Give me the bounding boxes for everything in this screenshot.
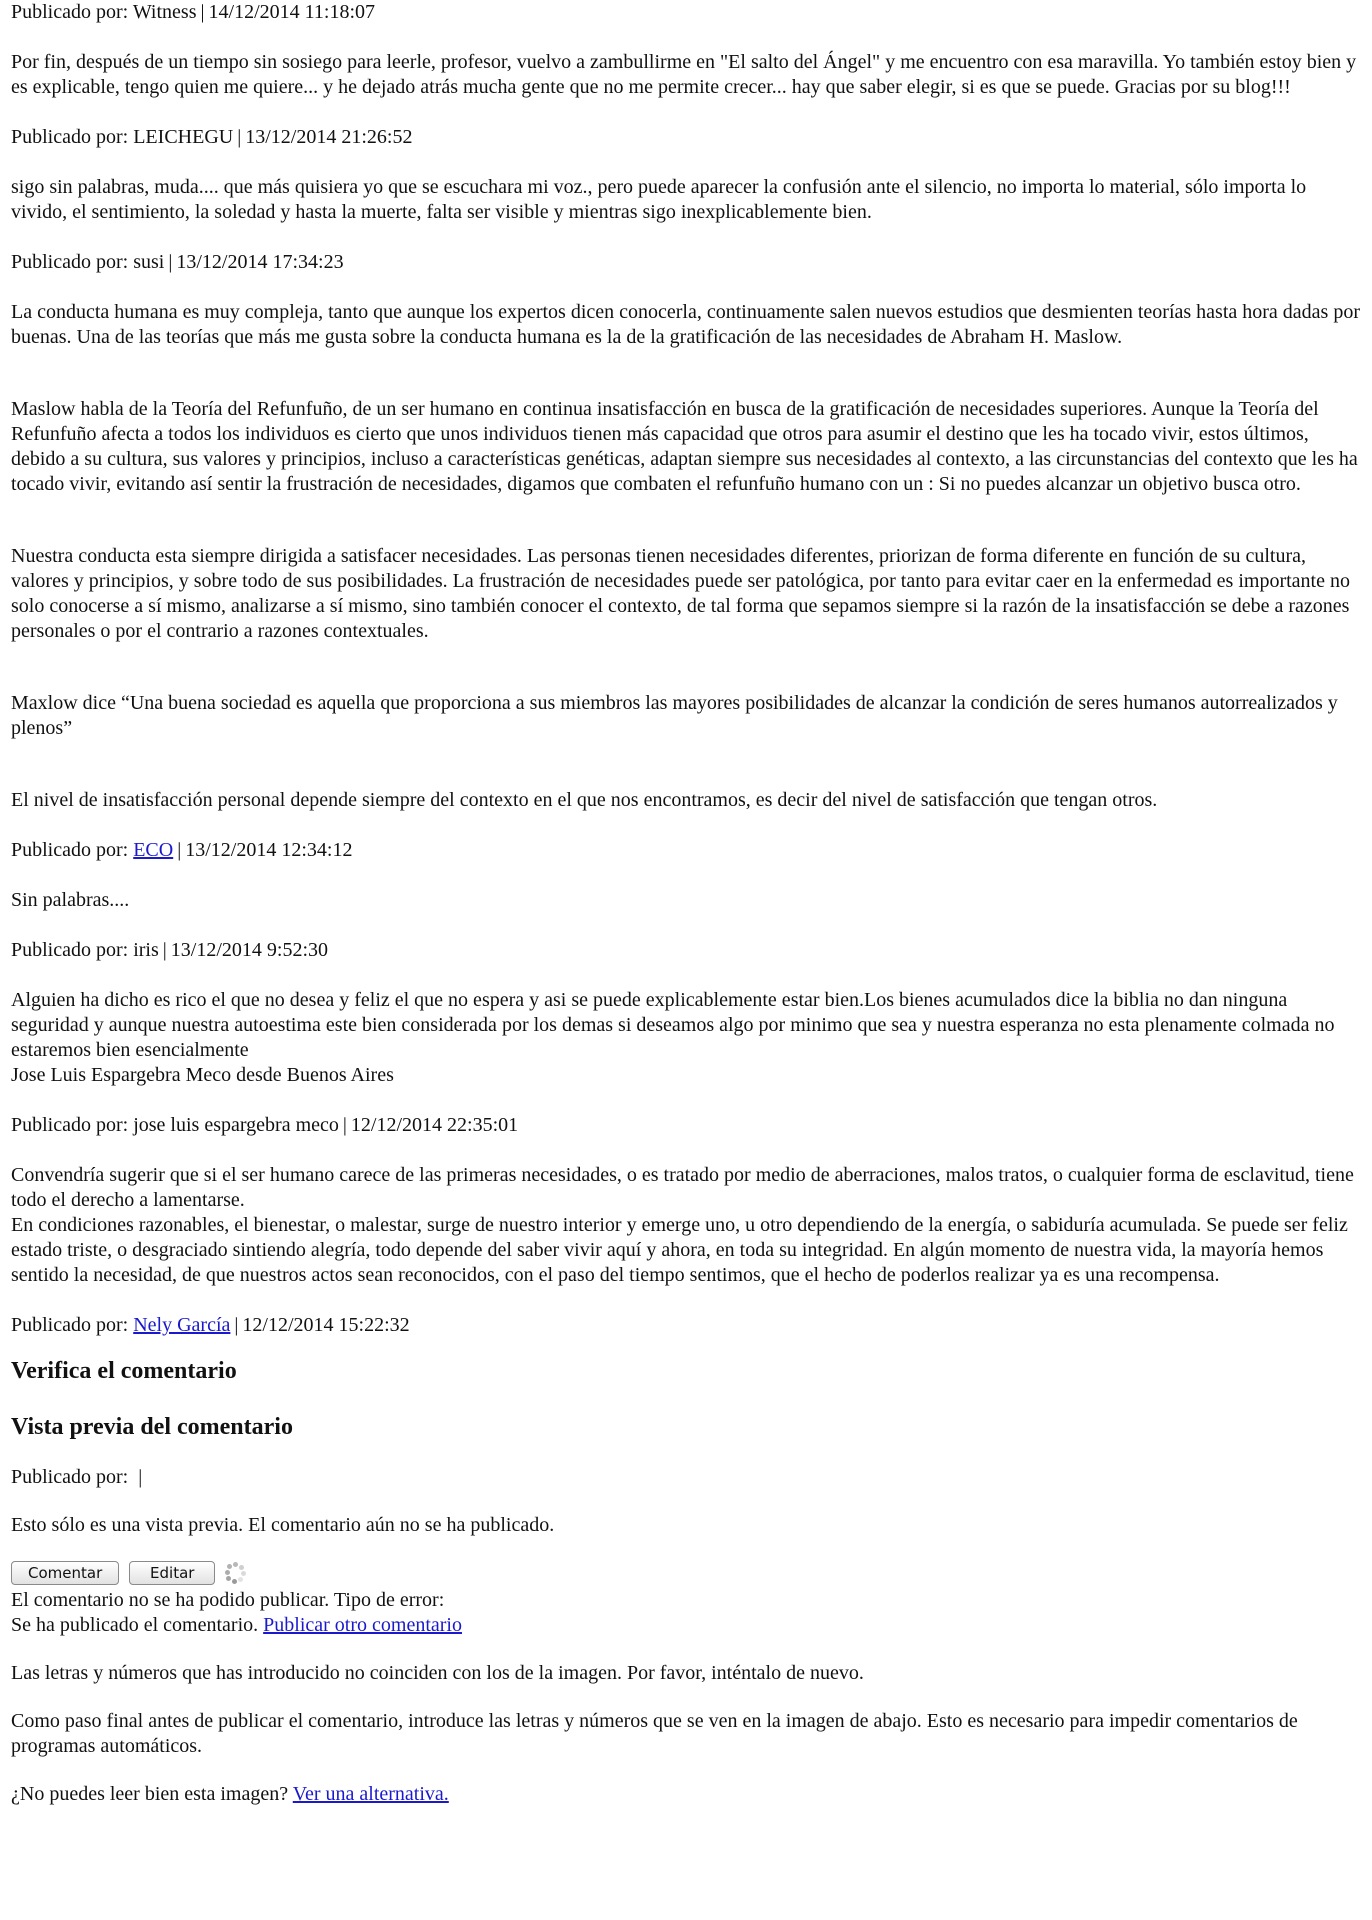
comment-meta: Publicado por: Nely García | 12/12/2014 15:22:32 bbox=[11, 1314, 410, 1336]
comment-meta: Publicado por: susi | 13/12/2014 17:34:23 bbox=[11, 251, 344, 273]
published-message bbox=[11, 1613, 1361, 1638]
comment-author-link[interactable]: Nely García bbox=[133, 1314, 231, 1336]
comment-author: iris bbox=[133, 939, 159, 961]
preview-heading: Vista previa del comentario bbox=[11, 1414, 293, 1440]
comment-paragraph: Jose Luis Espargebra Meco desde Buenos Aires bbox=[11, 1064, 394, 1086]
comment-meta: Publicado por: ECO | 13/12/2014 12:34:12 bbox=[11, 839, 353, 861]
meta-prefix: Publicado por: bbox=[11, 1, 129, 23]
comment-author-link[interactable]: ECO bbox=[133, 839, 174, 861]
comment-meta: Publicado por: Witness | 14/12/2014 11:18:07 bbox=[11, 1, 375, 23]
preview-meta bbox=[11, 1465, 1361, 1490]
comment-submit-button[interactable]: Comentar bbox=[11, 1561, 119, 1585]
comment bbox=[11, 1113, 1361, 1288]
error-message: El comentario no se ha podido publicar. Tipo de error: bbox=[11, 1589, 445, 1611]
comment-date: 13/12/2014 9:52:30 bbox=[170, 939, 329, 961]
comment-paragraph: Nuestra conducta esta siempre dirigida a satisfacer necesidades. Las personas tienen necesidades diferentes, priorizan de forma diferente en función de su cultura, valores y principios, y sobre todo de sus posibilidades. La frustración de necesidades puede ser patológica, por tanto para evitar caer en la enfermedad es importante no solo conocerse a sí mismo, analizarse a sí mismo, sino también conocer el contexto, de tal forma que sepamos siempre si la razón de la insatisfacción se debe a razones personales o por el contrario a razones contextuales. bbox=[11, 545, 1350, 642]
comment-date: 14/12/2014 11:18:07 bbox=[208, 1, 375, 23]
comment-paragraph: La conducta humana es muy compleja, tanto que aunque los expertos dicen conocerla, continuamente salen nuevos estudios que desmienten teorías hasta hora dadas por buenas. Una de las teorías que más me gusta sobre la conducta humana es la de la gratificación de las necesidades de Abraham H. Maslow. bbox=[11, 301, 1361, 348]
comment-paragraph: Convendría sugerir que si el ser humano carece de las primeras necesidades, o es tratado por medio de aberraciones, malos tratos, o cualquier forma de esclavitud, tiene todo el derecho a lamentarse. bbox=[11, 1164, 1354, 1211]
meta-prefix: Publicado por: bbox=[11, 839, 129, 861]
comment-paragraph: Maxlow dice “Una buena sociedad es aquella que proporciona a sus miembros las mayores posibilidades de alcanzar la condición de seres humanos autorrealizados y plenos” bbox=[11, 692, 1338, 739]
comment-author: Witness bbox=[132, 1, 197, 23]
comment-body: sigo sin palabras, muda.... que más quisiera yo que se escuchara mi voz., pero puede aparecer la confusión ante el silencio, no importa lo material, sólo importa lo vivido, el sentimiento, la soledad y hasta la muerte, falta ser visible y mientras sigo inexplicablemente bien. bbox=[11, 176, 1307, 223]
meta-prefix: Publicado por: bbox=[11, 126, 129, 148]
meta-pipe: | bbox=[138, 1466, 143, 1488]
comment-author: LEICHEGU bbox=[133, 126, 234, 148]
meta-prefix: Publicado por: bbox=[11, 1114, 129, 1136]
preview-notice: Esto sólo es una vista previa. El comentario aún no se ha publicado. bbox=[11, 1514, 555, 1536]
meta-prefix: Publicado por: bbox=[11, 251, 129, 273]
comment-author: susi bbox=[133, 251, 165, 273]
comment-meta: Publicado por: iris | 13/12/2014 9:52:30 bbox=[11, 939, 329, 961]
alternative-link[interactable]: Ver una alternativa. bbox=[292, 1783, 449, 1805]
verify-heading: Verifica el comentario bbox=[11, 1358, 237, 1384]
meta-prefix: Publicado por: bbox=[11, 1466, 129, 1488]
captcha-instructions: Como paso final antes de publicar el comentario, introduce las letras y números que se ven en la imagen de abajo. Esto es necesario para impedir comentarios de programas automáticos. bbox=[11, 1710, 1298, 1757]
captcha-mismatch-message: Las letras y números que has introducido no coinciden con los de la imagen. Por favor, inténtalo de nuevo. bbox=[11, 1662, 864, 1684]
loading-spinner-icon bbox=[225, 1562, 247, 1584]
edit-button[interactable]: Editar bbox=[129, 1561, 215, 1585]
comment-body bbox=[11, 1163, 1361, 1288]
comment bbox=[11, 250, 1361, 813]
comment bbox=[11, 125, 1361, 225]
cant-read-question: ¿No puedes leer bien esta imagen? bbox=[11, 1783, 289, 1805]
comment bbox=[11, 1313, 1361, 1338]
verify-section bbox=[11, 1356, 1361, 1807]
meta-prefix: Publicado por: bbox=[11, 939, 129, 961]
comment-author: jose luis espargebra meco bbox=[133, 1114, 339, 1136]
comment-meta: Publicado por: jose luis espargebra meco | 12/12/2014 22:35:01 bbox=[11, 1114, 519, 1136]
published-text: Se ha publicado el comentario. bbox=[11, 1614, 259, 1636]
comment-date: 13/12/2014 12:34:12 bbox=[185, 839, 353, 861]
comment bbox=[11, 838, 1361, 913]
comment-date: 13/12/2014 21:26:52 bbox=[245, 126, 413, 148]
comment-paragraph: Alguien ha dicho es rico el que no desea y feliz el que no espera y asi se puede explicablemente estar bien.Los bienes acumulados dice la biblia no dan ninguna seguridad y aunque nuestra autoestima este bien considerada por los demas si deseamos algo por minimo que sea y nuestra esperanza no esta plenamente colmada no estaremos bien esencialmente bbox=[11, 989, 1335, 1061]
comment bbox=[11, 938, 1361, 1088]
meta-prefix: Publicado por: bbox=[11, 1314, 129, 1336]
comment-body: Por fin, después de un tiempo sin sosiego para leerle, profesor, vuelvo a zambullirme en "El salto del Ángel" y me encuentro con esa maravilla. Yo también estoy bien y es explicable, tengo quien me quiere... y he dejado atrás mucha gente que no me permite crecer... hay que saber elegir, si es que se puede. Gracias por su blog!!! bbox=[11, 51, 1357, 98]
comment-date: 12/12/2014 15:22:32 bbox=[242, 1314, 410, 1336]
comment-meta: Publicado por: LEICHEGU | 13/12/2014 21:26:52 bbox=[11, 126, 413, 148]
publish-another-link[interactable]: Publicar otro comentario bbox=[263, 1614, 462, 1636]
captcha-alternative bbox=[11, 1782, 1361, 1807]
comment-date: 12/12/2014 22:35:01 bbox=[350, 1114, 519, 1136]
comment-action-buttons bbox=[11, 1560, 1361, 1586]
comment-body bbox=[11, 988, 1361, 1088]
comment-paragraph: Maslow habla de la Teoría del Refunfuño, de un ser humano en continua insatisfacción en busca de la gratificación de necesidades superiores. Aunque la Teoría del Refunfuño afecta a todos los individuos es cierto que unos individuos tienen más capacidad que otros para asumir el destino que les ha tocado vivir, estos últimos, debido a su cultura, sus valores y principios, incluso a características genéticas, adaptan siempre sus necesidades al contexto, a las circunstancias del contexto que les ha tocado vivir, evitando así sentir la frustración de necesidades, digamos que combaten el refunfuño humano con un : Si no puedes alcanzar un objetivo busca otro. bbox=[11, 398, 1358, 495]
comment-date: 13/12/2014 17:34:23 bbox=[176, 251, 344, 273]
comment-paragraph: En condiciones razonables, el bienestar, o malestar, surge de nuestro interior y emerge uno, u otro dependiendo de la energía, o sabiduría acumulada. Se puede ser feliz estado triste, o desgraciado sintiendo alegría, todo depende del saber vivir aquí y ahora, en toda su integridad. En algún momento de nuestra vida, la mayoría hemos sentido la necesidad, de que nuestros actos sean reconocidos, con el paso del tiempo sentimos, que el hecho de poderlos realizar ya es una recompensa. bbox=[11, 1214, 1348, 1286]
comment-body: Sin palabras.... bbox=[11, 889, 130, 911]
comment bbox=[11, 0, 1361, 100]
comment-body bbox=[11, 300, 1361, 813]
comment-paragraph: El nivel de insatisfacción personal depende siempre del contexto en el que nos encontramos, es decir del nivel de satisfacción que tengan otros. bbox=[11, 789, 1158, 811]
